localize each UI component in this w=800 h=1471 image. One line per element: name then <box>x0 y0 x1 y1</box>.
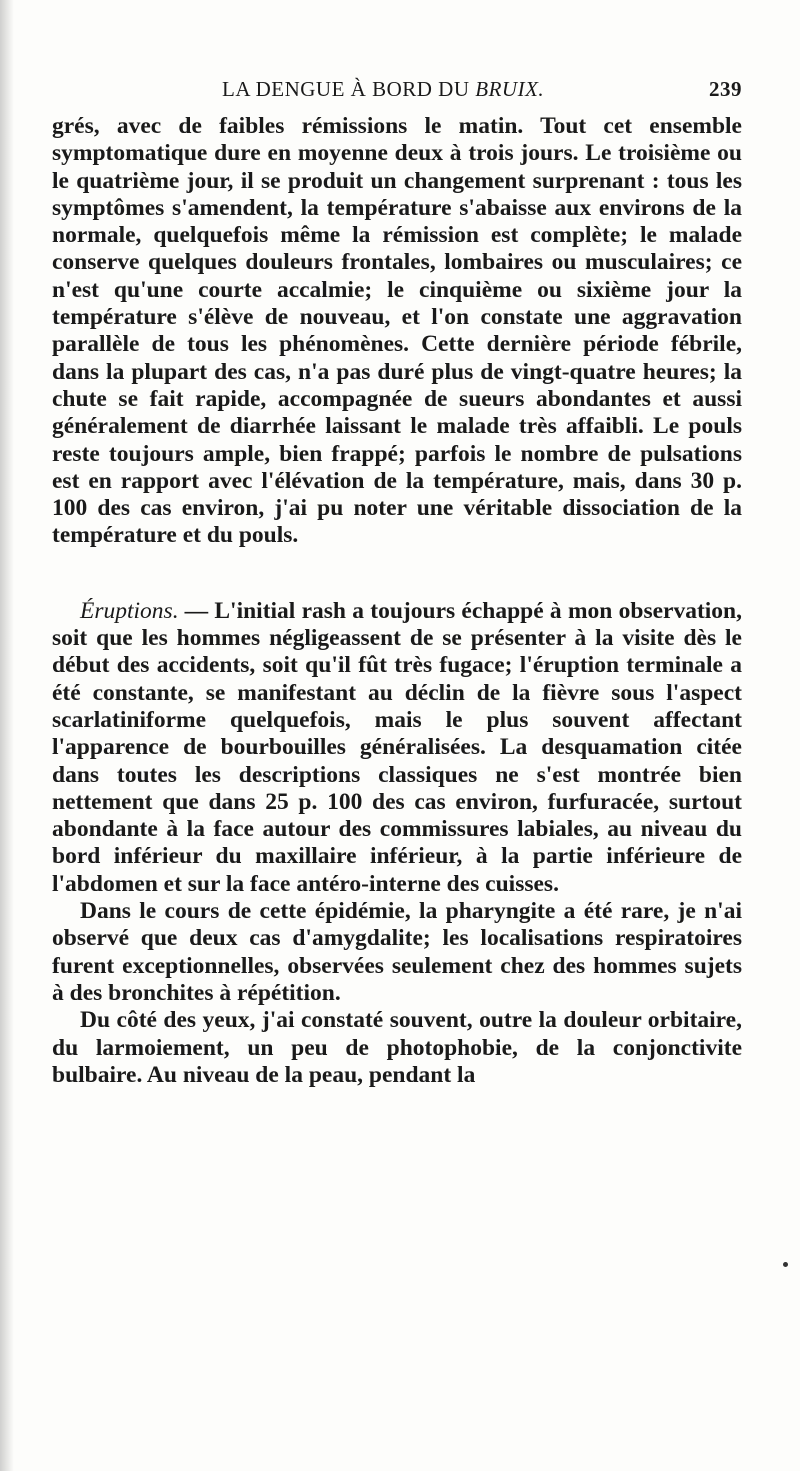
running-header <box>52 77 742 107</box>
section-gap <box>52 550 742 598</box>
body-text <box>52 113 742 1089</box>
page-gutter-shadow <box>0 0 14 1471</box>
page-number: 239 <box>709 77 742 101</box>
running-title-ship: BRUIX. <box>475 77 545 101</box>
paragraph-eyes: Du côté des yeux, j'ai constaté souvent, outre la douleur orbitaire, du larmoiement, un peu de photophobie, de la conjonctivite bulbaire. Au niveau de la peau, pendant la <box>52 1007 742 1088</box>
ink-speck <box>783 1262 788 1267</box>
paragraph-eruptions-text: — L'initial rash a toujours échappé à mon observation, soit que les hommes négligeassent de se présenter à la visite dès le début des accidents, soit qu'il fût très fugace; l'éruption terminale a été constante, se manifestant au déclin de la fièvre sous l'aspect scarlatiniforme quelquefois, mais le plus souvent affectant l'apparence de bourbouilles généralisées. La desquamation citée dans toutes les descriptions classiques ne s'est montrée bien nettement que dans 25 p. 100 des cas environ, furfuracée, surtout abondante à la face autour des commissures labiales, au niveau du bord inférieur du maxillaire inférieur, à la partie inférieure de l'abdomen et sur la face antéro-interne des cuisses. <box>52 597 742 897</box>
section-heading-eruptions: Éruptions. <box>80 597 179 624</box>
paragraph-pharyngitis: Dans le cours de cette épidémie, la pharyngite a été rare, je n'ai observé que deux cas d'amygdalite; les localisations respiratoires furent exceptionnelles, observées seulement chez des hommes sujets à des bronchites à répétition. <box>52 898 742 1006</box>
running-title-prefix: LA DENGUE À BORD DU <box>222 77 476 101</box>
paragraph-symptoms: grés, avec de faibles rémissions le matin. Tout cet ensemble symptomatique dure en moyenne deux à trois jours. Le troisième ou le quatrième jour, il se produit un changement surprenant : tous les symptômes s'amendent, la température s'abaisse aux environs de la normale, quelquefois même la rémission est complète; le malade conserve quelques douleurs frontales, lombaires ou musculaires; ce n'est qu'une courte accalmie; le cinquième ou sixième jour la température s'élève de nouveau, et l'on constate une aggravation parallèle de tous les phénomènes. Cette dernière période fébrile, dans la plupart des cas, n'a pas duré plus de vingt-quatre heures; la chute se fait rapide, accompagnée de sueurs abondantes et aussi généralement de diarrhée laissant le malade très affaibli. Le pouls reste toujours ample, bien frappé; parfois le nombre de pulsations est en rapport avec l'élévation de la température, mais, dans 30 p. 100 des cas environ, j'ai pu noter une véritable dissociation de la température et du pouls. <box>52 113 742 549</box>
running-title <box>222 77 544 102</box>
paragraph-eruptions <box>52 598 742 898</box>
